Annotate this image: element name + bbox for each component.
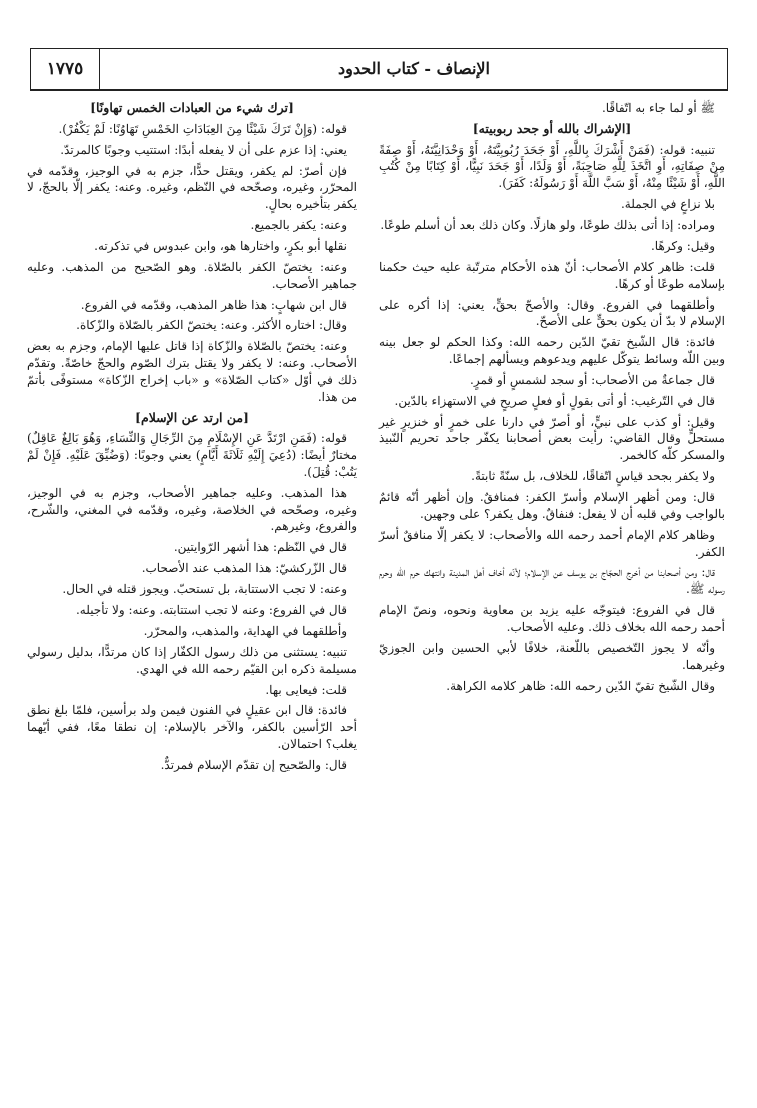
- section-heading: [من ارتد عن الإسلام]: [135, 409, 249, 425]
- paragraph: بلا نزاعٍ في الجملة.: [620, 197, 715, 212]
- paragraph: وظاهر كلام الإمام أحمد رحمه الله والأصحاب: لا يكفر إلّا منافقٌ أسرّ الكفر.: [379, 527, 725, 559]
- paragraph: قال ابن شهابٍ: هذا ظاهر المذهب، وقدّمه في الفروع.: [80, 297, 347, 312]
- paragraph: قال في الفروع: وعنه لا تجب استتابته. وعنه: ولا تأجيله.: [75, 603, 347, 618]
- paragraph: ﷺ أو لما جاء به اتّفاقًا.: [601, 101, 715, 115]
- page-header: [30, 48, 728, 91]
- section-heading: [ترك شيء من العبادات الخمس تهاونًا]: [90, 100, 294, 115]
- paragraph: فائدة: قال ابن عقيلٍ في الفنون فيمن ولد برأسين، فلمّا بلغ نطق أحد الرّأسين بالكفر، والآخر بالإسلام: إن نطقا معًا، ففي أيّهما يغلب؟ احتمالان.: [27, 703, 357, 751]
- paragraph: وعنه: يختصّ الكفر بالصّلاة. وهو الصّحيح من المذهب. وعليه جماهير الأصحاب.: [27, 259, 357, 291]
- right-column: [379, 100, 725, 698]
- book-title: الإنصاف - كتاب الحدود: [338, 59, 490, 78]
- paragraph: وعنه: يختصّ بالصّلاة والزّكاة إذا قاتل عليها الإمام، وجزم به بعض الأصحاب. وعنه: لا يكفر ولا يقتل بترك الصّوم والحجّ خاصّةً. وتقدّم ذلك في أوّل «كتاب الصّلاة» و «باب إخراج الزّكاة» مستوفًى بأتمّ من هذا.: [27, 339, 357, 404]
- paragraph: هذا المذهب. وعليه جماهير الأصحاب، وجزم به في الوجيز، وغيره، وصحّحه في الخلاصة، وغيره، وقدّمه في المغني، والشّرح، والفروع، وغيرهم.: [27, 485, 357, 534]
- paragraph: قال في الفروع: فيتوجّه عليه يزيد بن معاوية ونحوه، ونصّ الإمام أحمد رحمه الله بخلاف ذلك. وعليه الأصحاب.: [379, 603, 725, 634]
- paragraph: قال في التّرغيب: أو أتى بقولٍ أو فعلٍ صريحٍ في الاستهزاء بالدّين.: [394, 393, 715, 408]
- paragraph: قال في النّظم: هذا أشهر الرّوايتين.: [173, 540, 347, 555]
- paragraph: نقلها أبو بكرٍ، واختارها هو، وابن عبدوس في تذكرته.: [94, 238, 347, 253]
- section-heading: [الإشراك بالله أو جحد ربوبيته]: [472, 120, 632, 136]
- paragraph: وقال: اختاره الأكثر. وعنه: يختصّ الكفر بالصّلاة والزّكاة.: [76, 318, 347, 333]
- paragraph: وقيل: وكرهًا.: [650, 238, 715, 253]
- paragraph: قال جماعةٌ من الأصحاب: أو سجد لشمسٍ أو قمرٍ.: [470, 372, 715, 387]
- paragraph: وأطلقهما في الهداية، والمذهب، والمحرّر.: [143, 623, 347, 638]
- paragraph: قلت: ظاهر كلام الأصحاب: أنّ هذه الأحكام مترتّبة عليه حيث حكمنا بإسلامه طوعًا أو كرهًا.: [379, 259, 725, 291]
- paragraph: وقيل: أو كذب على نبيٍّ، أو أصرّ في دارنا على خمرٍ أو خنزيرٍ غير مستحلٍّ وقال القاضي: رأيت بعض أصحابنا يكفّر جاحد تحريم النّبيذ والمسكر كلّه كالخمر.: [379, 414, 725, 463]
- paragraph: تنبيه: قوله: (فَمَنْ أَشْرَكَ بِاللَّهِ، أَوْ جَحَدَ رُبُوبِيَّتَهُ، أَوْ وَحْدَانِيَّتَهُ، أَوْ صِفَةً مِنْ صِفَاتِهِ، أَوِ اتَّخَذَ لِلَّهِ صَاحِبَةً، أَوْ وَلَدًا، أَوْ جَحَدَ نَبِيًّا، أَوْ كِتَابًا مِنْ كُتُبِ اللَّهِ، أَوْ شَيْئًا مِنْهُ، أَوْ سَبَّ اللَّهَ أَوْ رَسُولَهُ: كَفَرَ).: [379, 142, 725, 191]
- paragraph: قال: ومن أصحابنا من أخرج الحجّاج بن يوسف عن الإسلام؛ لأنّه أخاف أهل المدينة وانتهك حرم اللّه وحرم رسوله ﷺ.: [379, 565, 725, 597]
- paragraph: ومراده: إذا أتى بذلك طوعًا، ولو هازلًا. وكان ذلك بعد أن أسلم طوعًا.: [380, 218, 715, 233]
- paragraph: فإن أصرّ: لم يكفر، ويقتل حدًّا، جزم به في الوجيز، وقدّمه في المحرّر، وغيره، وصحّحه في النّظم، وغيره. وعنه: يكفر إلّا بالحجّ، لا يكفر بتأخيره بحالٍ.: [27, 163, 357, 212]
- paragraph: قال الزّركشيّ: هذا المذهب عند الأصحاب.: [141, 561, 347, 576]
- paragraph: وقال الشّيخ تقيّ الدّين رحمه الله: ظاهر كلامه الكراهة.: [446, 678, 715, 693]
- paragraph: وعنه: يكفر بالجميع.: [250, 218, 347, 233]
- paragraph: قلت: فيعايى بها.: [265, 682, 347, 697]
- paragraph: قوله: (وَإِنْ تَرَكَ شَيْئًا مِنَ العِبَادَاتِ الخَمْسِ تَهَاوُنًا: لَمْ يَكْفُرْ).: [58, 121, 347, 136]
- paragraph: يعني: إذا عزم على أن لا يفعله أبدًا: استتيب وجوبًا كالمرتدّ.: [60, 142, 347, 157]
- paragraph: قال: ومن أظهر الإسلام وأسرّ الكفر: فمنافقٌ. وإن أظهر أنّه قائمٌ بالواجب وفي قلبه أن لا يفعل: فنفاقٌ. وهل يكفر؟ على وجهين.: [379, 490, 725, 521]
- paragraph: وأطلقهما في الفروع. وقال: والأصحّ بحقٍّ، يعني: إذا أكره على الإسلام لا بدّ أن يكون بحقٍّ على الأصحّ.: [379, 297, 725, 329]
- paragraph: ولا يكفر بجحد قياسٍ اتّفاقًا، للخلاف، بل سنّةً ثابتةً.: [471, 469, 715, 484]
- paragraph: وعنه: لا تجب الاستتابة، بل تستحبّ. ويجوز قتله في الحال.: [62, 582, 347, 597]
- paragraph: قوله: (فَمَنِ ارْتَدَّ عَنِ الإِسْلَامِ مِنَ الرِّجَالِ وَالنِّسَاءِ، وَهُوَ بَالِغٌ عَاقِلٌ) مختارٌ أيضًا: (دُعِيَ إِلَيْهِ ثَلَاثَةَ أَيَّامٍ) يعني وجوبًا: (وَضُيِّقَ عَلَيْهِ. فَإِنْ لَمْ يَتُبْ: قُتِلَ).: [27, 431, 357, 479]
- paragraph: قال: والصّحيح إن تقدّم الإسلام فمرتدٌّ.: [160, 757, 347, 772]
- left-column: [27, 100, 357, 778]
- paragraph: فائدة: قال الشّيخ تقيّ الدّين رحمه الله: وكذا الحكم لو جعل بينه وبين اللّه وسائط يتوكّل عليهم ويدعوهم ويسألهم إجماعًا.: [379, 335, 725, 367]
- paragraph: تنبيه: يستثنى من ذلك رسول الكفّار إذا كان مرتدًّا، بدليل رسولي مسيلمة ذكره ابن القيّم رحمه الله في الهدي.: [27, 644, 357, 676]
- paragraph: وأنّه لا يجوز التّخصيص باللّعنة، خلافًا لأبي الحسين وابن الجوزيّ وغيرهما.: [379, 640, 725, 672]
- page-number: ١٧٧٥: [31, 49, 100, 89]
